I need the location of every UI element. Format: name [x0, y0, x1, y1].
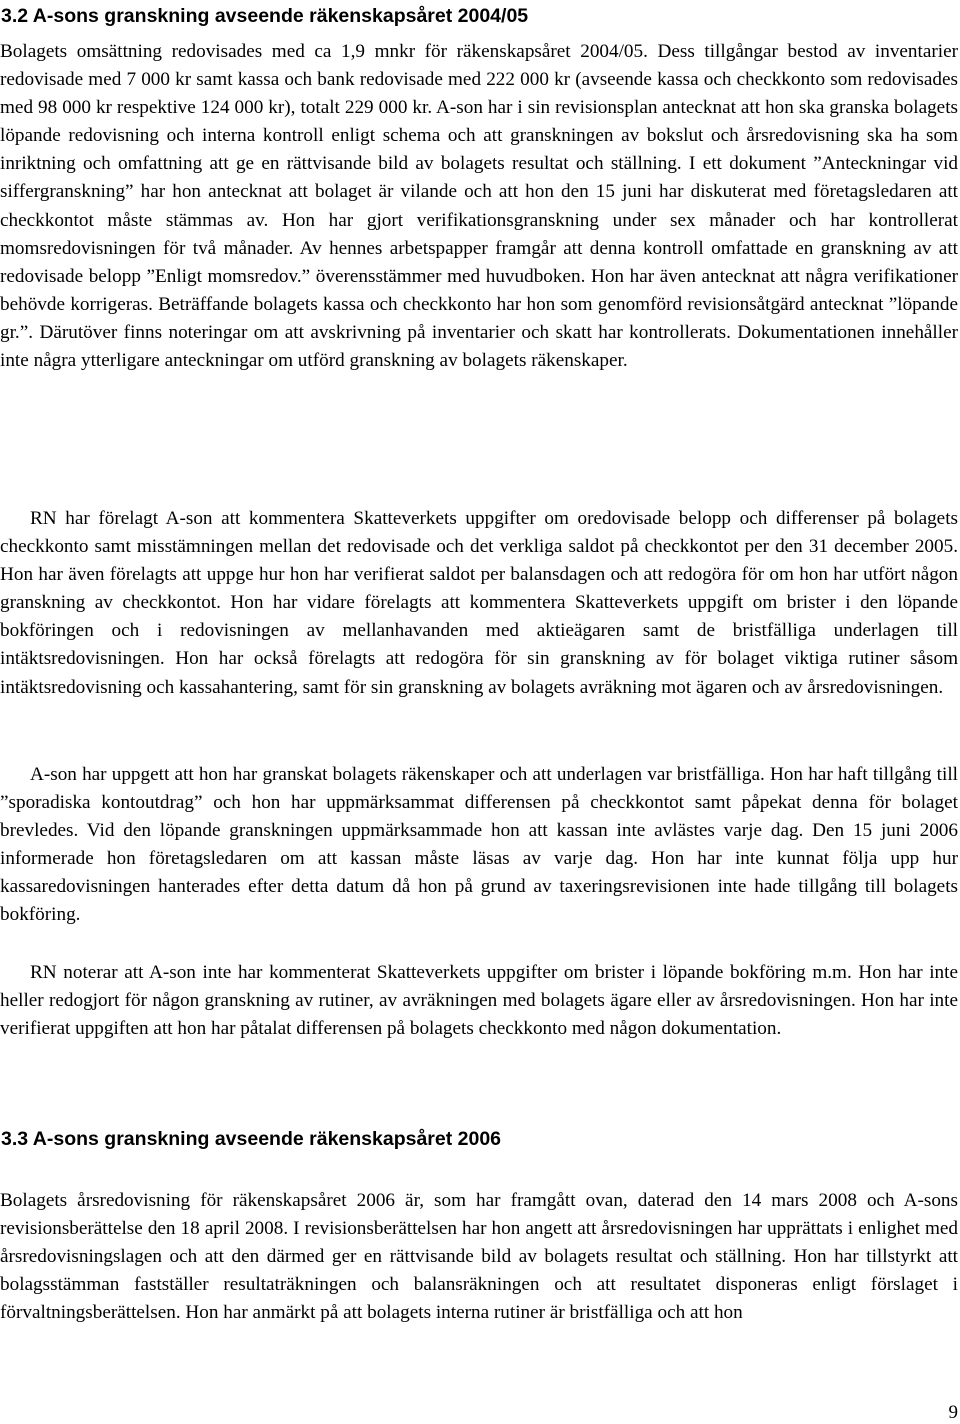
- paragraph-3-2-4: RN noterar att A-son inte har kommenterat Skatteverkets uppgifter om brister i löpande bokföring m.m. Hon har inte heller redogjort för någon granskning av rutiner, av avräkningen med bolagets ägare eller av årsredovisningen. Hon har inte verifierat uppgiften att hon har påtalat differensen på bolagets checkkonto med någon dokumentation.: [0, 962, 958, 1040]
- paragraph-3-2-3: A-son har uppgett att hon har granskat bolagets räkenskaper och att underlagen var bristfälliga. Hon har haft tillgång till ”sporadiska kontoutdrag” och hon har uppmärksammat differensen på checkkontot samt påpekat denna för bolaget brevledes. Vid den löpande granskningen uppmärksammade hon att kassan inte avlästes varje dag. Den 15 juni 2006 informerade hon företagsledaren om att kassan måste läsas av varje dag. Hon har inte kunnat följa upp hur kassaredovisningen hanterades efter detta datum då hon på grund av taxeringsrevisionen inte hade tillgång till bolagets bokföring.: [0, 764, 958, 926]
- page-number: 9: [948, 1402, 958, 1423]
- paragraph-3-3-1: Bolagets årsredovisning för räkenskapsåret 2006 är, som har framgått ovan, daterad den 14 mars 2008 och A-sons revisionsberättelse den 18 april 2008. I revisionsberättelsen har hon angett att årsredovisningen har upprättats i enlighet med årsredovisningslagen och att den därmed ger en rättvisande bild av bolagets resultat och ställning. Hon har tillstyrkt att bolagsstämman fastställer resultaträkningen och balansräkningen och att resultatet disponeras enligt förslaget i förvaltningsberättelsen. Hon har anmärkt på att bolagets interna rutiner är bristfälliga och att hon: [0, 1190, 958, 1324]
- section-heading-3-3: 3.3 A-sons granskning avseende räkenskapsåret 2006: [1, 1128, 502, 1150]
- section-heading-3-2: 3.2 A-sons granskning avseende räkenskapsåret 2004/05: [1, 5, 529, 27]
- paragraph-3-2-1: Bolagets omsättning redovisades med ca 1,9 mnkr för räkenskapsåret 2004/05. Dess tillgångar bestod av inventarier redovisade med 7 000 kr samt kassa och bank redovisade med 222 000 kr (avseende kassa och checkkonto som redovisades med 98 000 kr respektive 124 000 kr), totalt 229 000 kr. A-son har i sin revisionsplan antecknat att hon ska granska bolagets löpande redovisning och interna kontroll enligt schema och att granskningen av bokslut och årsredovisning ska ha som inriktning och omfattning att ge en rättvisande bild av bolagets resultat och ställning. I ett dokument ”Anteckningar vid siffergranskning” har hon antecknat att bolaget är vilande och att hon den 15 juni har diskuterat med företagsledaren att checkkontot måste stämmas av. Hon har gjort verifikationsgranskning under sex månader och har kontrollerat momsredovisningen för två månader. Av hennes arbetspapper framgår att denna kontroll omfattade en granskning av att redovisade belopp ”Enligt momsredov.” överensstämmer med huvudboken. Hon har även antecknat att några verifikationer behövde korrigeras. Beträffande bolagets kassa och checkkonto har hon som genomförd revisionsåtgärd antecknat ”löpande gr.”. Därutöver finns noteringar om att avskrivning på inventarier och skatt har kontrollerats. Dokumentationen innehåller inte några ytterligare anteckningar om utförd granskning av bolagets räkenskaper.: [0, 41, 958, 372]
- paragraph-3-2-2: RN har förelagt A-son att kommentera Skatteverkets uppgifter om oredovisade belopp och differenser på bolagets checkkonto samt misstämningen mellan det redovisade och det verkliga saldot på checkkontot per den 31 december 2005. Hon har även förelagts att uppge hur hon har verifierat saldot per balansdagen och att redogöra för om hon har utfört någon granskning av checkkontot. Hon har vidare förelagts att kommentera Skatteverkets uppgift om brister i den löpande bokföringen och i redovisningen av mellanhavanden med aktieägaren samt de bristfälliga underlagen till intäktsredovisningen. Hon har också förelagts att redogöra för sin granskning av för bolaget viktiga rutiner såsom intäktsredovisning och kassahantering, samt för sin granskning av bolagets avräkning mot ägaren och av årsredovisningen.: [0, 508, 958, 698]
